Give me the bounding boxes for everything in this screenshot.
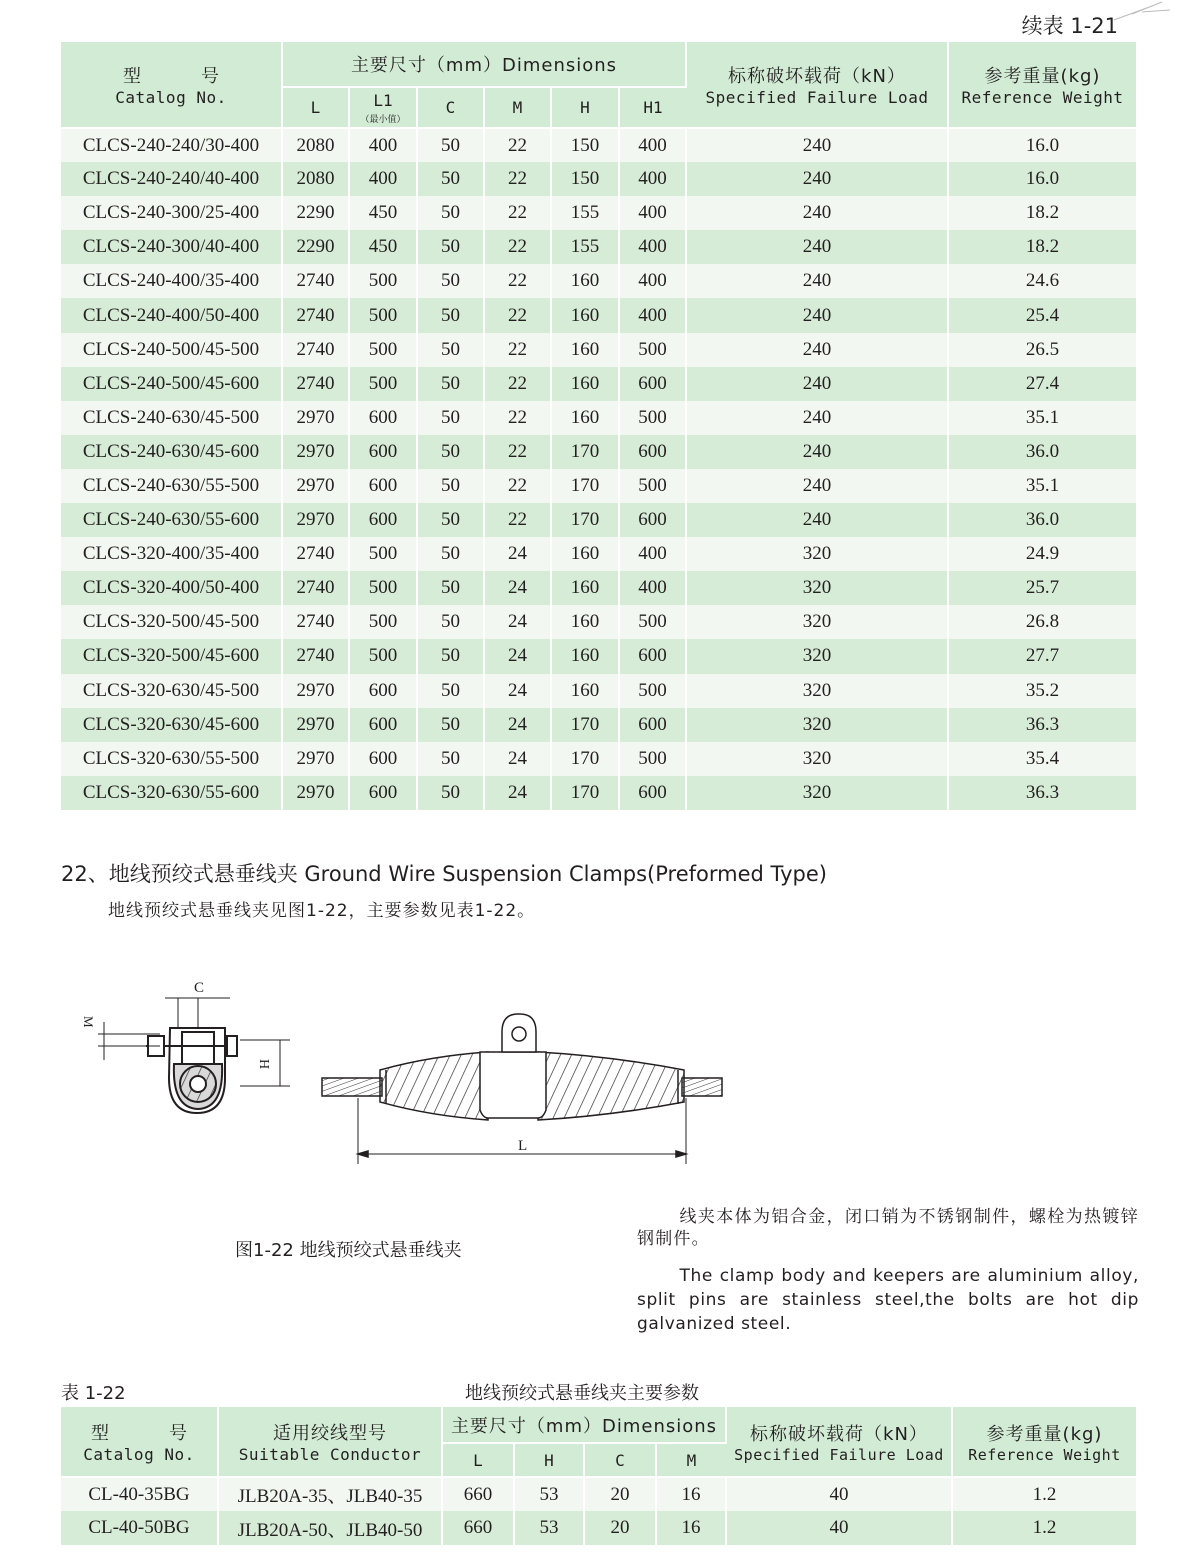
table-cell: 320: [686, 537, 948, 571]
header-catalog: [61, 42, 282, 128]
table-cell: 500: [619, 333, 686, 367]
table-cell: 27.4: [948, 367, 1136, 401]
table-cell: 160: [551, 367, 619, 401]
table-cell: 320: [686, 571, 948, 605]
header-catalog-en: Catalog No.: [83, 1445, 195, 1464]
table-cell: 25.7: [948, 571, 1136, 605]
table-cell: 160: [551, 401, 619, 435]
header-dim-l1: L1 （最小值）: [349, 87, 417, 128]
table-row: [61, 469, 1136, 503]
table-cell: 22: [484, 298, 551, 332]
table-row: [61, 230, 1136, 264]
table-cell: 35.1: [948, 401, 1136, 435]
table-cell: 50: [417, 298, 484, 332]
table-cell: 2970: [282, 401, 349, 435]
table-cell: CLCS-240-300/25-400: [61, 196, 282, 230]
table-cell: 400: [619, 162, 686, 196]
header-failure-load: [686, 42, 948, 128]
table-cell: 600: [349, 776, 417, 810]
table-cell: 320: [686, 708, 948, 742]
table-cell: 240: [686, 264, 948, 298]
table-cell: 16.0: [948, 128, 1136, 162]
table-cell: 50: [417, 264, 484, 298]
table-cell: 50: [417, 503, 484, 537]
header-catalog-en: Catalog No.: [115, 88, 227, 107]
table-cell: 24: [484, 776, 551, 810]
table-cell: 170: [551, 742, 619, 776]
table-cell: 22: [484, 196, 551, 230]
table-cell: 500: [619, 469, 686, 503]
description-en: The clamp body and keepers are aluminium alloy, split pins are stainless steel,the bolts are hot dip galvanized steel.: [637, 1266, 1139, 1334]
table-cell: 400: [349, 162, 417, 196]
table-cell: CLCS-240-630/45-600: [61, 435, 282, 469]
table-cell: 24: [484, 742, 551, 776]
table-cell: CLCS-240-630/45-500: [61, 401, 282, 435]
table-row: [61, 264, 1136, 298]
table-cell: 36.3: [948, 776, 1136, 810]
table-cell: 2290: [282, 196, 349, 230]
table-cell: 500: [349, 571, 417, 605]
table-cell: 600: [619, 708, 686, 742]
table-cell: 24: [484, 605, 551, 639]
clamp-drawing: [70, 970, 750, 1170]
table-cell: CLCS-320-630/55-600: [61, 776, 282, 810]
table-cell: 320: [686, 776, 948, 810]
table-cell: 600: [349, 435, 417, 469]
table-cell: CLCS-240-400/35-400: [61, 264, 282, 298]
table-cell: 600: [619, 367, 686, 401]
table-cell: 35.4: [948, 742, 1136, 776]
table-cell: CL-40-50BG: [61, 1511, 218, 1545]
table-cell: 160: [551, 605, 619, 639]
table-cell: 1.2: [952, 1477, 1136, 1511]
header-dim-c: C: [417, 87, 484, 128]
continued-table-label: 续表 1-21: [1021, 14, 1118, 38]
dim-m-label: M: [81, 1016, 96, 1028]
header-weight-cn: 参考重量(kg): [986, 1423, 1103, 1445]
table-cell: 2740: [282, 639, 349, 673]
table-cell: 160: [551, 674, 619, 708]
table-cell: 16: [656, 1477, 726, 1511]
table-cell: 2970: [282, 742, 349, 776]
table-cell: CL-40-35BG: [61, 1477, 218, 1511]
table-cell: 500: [619, 605, 686, 639]
table-row: [61, 401, 1136, 435]
table-cell: 400: [619, 264, 686, 298]
table-cell: 50: [417, 605, 484, 639]
table-cell: 36.3: [948, 708, 1136, 742]
table-cell: 2740: [282, 333, 349, 367]
table-cell: 22: [484, 230, 551, 264]
table-cell: 500: [349, 333, 417, 367]
table-row: [61, 1511, 1136, 1545]
table-row: [61, 503, 1136, 537]
table-cell: 24: [484, 708, 551, 742]
table-cell: 160: [551, 333, 619, 367]
table-cell: 24: [484, 537, 551, 571]
table-cell: 24.6: [948, 264, 1136, 298]
corner-decoration-icon: [1112, 0, 1172, 24]
table-cell: 150: [551, 128, 619, 162]
table-row: [61, 367, 1136, 401]
table-cell: 27.7: [948, 639, 1136, 673]
table-cell: CLCS-240-630/55-600: [61, 503, 282, 537]
table-cell: CLCS-320-630/45-500: [61, 674, 282, 708]
table-cell: 25.4: [948, 298, 1136, 332]
table-cell: CLCS-320-400/35-400: [61, 537, 282, 571]
dim-l-label: L: [518, 1138, 528, 1154]
table-cell: 170: [551, 503, 619, 537]
table-cell: 20: [584, 1477, 656, 1511]
table-cell: 50: [417, 230, 484, 264]
table-cell: 50: [417, 435, 484, 469]
header-dim-h: H: [514, 1443, 584, 1477]
table-cell: 2970: [282, 776, 349, 810]
header-load-cn: 标称破坏载荷（kN）: [728, 66, 906, 87]
header-load-en: Specified Failure Load: [734, 1445, 944, 1464]
table-cell: CLCS-240-630/55-500: [61, 469, 282, 503]
table-cell: 50: [417, 742, 484, 776]
table-cell: CLCS-320-500/45-500: [61, 605, 282, 639]
table-cell: 26.8: [948, 605, 1136, 639]
table-cell: JLB20A-35、JLB40-35: [218, 1477, 442, 1511]
table-cell: 500: [619, 674, 686, 708]
table-cell: 400: [619, 230, 686, 264]
table-cell: 2740: [282, 537, 349, 571]
table-cell: 600: [349, 708, 417, 742]
table-cell: 240: [686, 298, 948, 332]
table-cell: 22: [484, 367, 551, 401]
table-cell: 50: [417, 333, 484, 367]
table-cell: 600: [619, 776, 686, 810]
table-cell: 400: [619, 196, 686, 230]
table-1-22-label: 表 1-22: [61, 1383, 126, 1404]
table-cell: 240: [686, 367, 948, 401]
table-cell: 240: [686, 128, 948, 162]
table-cell: 2740: [282, 298, 349, 332]
table-cell: 36.0: [948, 503, 1136, 537]
table-cell: 240: [686, 196, 948, 230]
table-cell: 240: [686, 469, 948, 503]
table-cell: 400: [619, 537, 686, 571]
table-cell: 16.0: [948, 162, 1136, 196]
table-cell: 2740: [282, 264, 349, 298]
table-cell: 50: [417, 776, 484, 810]
header-dim-h1: H1: [619, 87, 686, 128]
header-l1-note: （最小值）: [360, 114, 406, 125]
table-cell: CLCS-320-630/55-500: [61, 742, 282, 776]
table-cell: 50: [417, 537, 484, 571]
table-cell: 500: [349, 605, 417, 639]
table-cell: 600: [349, 503, 417, 537]
table-cell: 40: [726, 1477, 952, 1511]
table-cell: 50: [417, 401, 484, 435]
header-catalog-cn: 型号: [123, 66, 279, 87]
table-cell: 240: [686, 435, 948, 469]
table-cell: 50: [417, 708, 484, 742]
table-cell: 22: [484, 503, 551, 537]
table-cell: 320: [686, 605, 948, 639]
table-cell: 500: [349, 639, 417, 673]
table-cell: 240: [686, 503, 948, 537]
table-cell: 22: [484, 162, 551, 196]
table-cell: 500: [349, 264, 417, 298]
table-cell: 24.9: [948, 537, 1136, 571]
table-cell: 22: [484, 435, 551, 469]
table-cell: CLCS-320-500/45-600: [61, 639, 282, 673]
table-cell: 26.5: [948, 333, 1136, 367]
table-cell: 36.0: [948, 435, 1136, 469]
table-cell: 600: [619, 435, 686, 469]
header-dimensions: 主要尺寸（mm）Dimensions: [442, 1407, 726, 1443]
table-cell: 2080: [282, 128, 349, 162]
table-cell: 2970: [282, 435, 349, 469]
table-cell: 500: [349, 298, 417, 332]
table-cell: 170: [551, 435, 619, 469]
table-cell: 600: [349, 401, 417, 435]
table-cell: 2970: [282, 674, 349, 708]
table-cell: 450: [349, 230, 417, 264]
table-cell: 240: [686, 401, 948, 435]
table-cell: CLCS-240-500/45-500: [61, 333, 282, 367]
table-cell: 170: [551, 776, 619, 810]
table-cell: 500: [349, 537, 417, 571]
section-title: 22、地线预绞式悬垂线夹 Ground Wire Suspension Clamps(Preformed Type): [61, 862, 827, 886]
table-row: [61, 333, 1136, 367]
table-cell: 2970: [282, 469, 349, 503]
table-cell: 50: [417, 128, 484, 162]
table-cell: 160: [551, 298, 619, 332]
table-cell: CLCS-320-400/50-400: [61, 571, 282, 605]
table-cell: 22: [484, 469, 551, 503]
table-cell: 600: [619, 503, 686, 537]
table-cell: 35.2: [948, 674, 1136, 708]
table-cell: 600: [349, 674, 417, 708]
header-weight-cn: 参考重量(kg): [984, 66, 1101, 87]
dim-c-label: C: [194, 980, 205, 996]
header-weight-en: Reference Weight: [968, 1445, 1121, 1464]
table-cell: CLCS-240-300/40-400: [61, 230, 282, 264]
header-conductor: [218, 1407, 442, 1477]
table-cell: CLCS-240-240/30-400: [61, 128, 282, 162]
table-cell: 320: [686, 742, 948, 776]
figure-caption: 图1-22 地线预绞式悬垂线夹: [235, 1240, 462, 1261]
table-cell: 600: [619, 639, 686, 673]
table-cell: CLCS-240-400/50-400: [61, 298, 282, 332]
table-row: [61, 639, 1136, 673]
table-cell: 160: [551, 571, 619, 605]
table-cell: CLCS-240-500/45-600: [61, 367, 282, 401]
table-cell: 160: [551, 537, 619, 571]
table-cell: 35.1: [948, 469, 1136, 503]
table-cell: 155: [551, 196, 619, 230]
table-cell: CLCS-320-630/45-600: [61, 708, 282, 742]
table-cell: 660: [442, 1477, 514, 1511]
header-load-en: Specified Failure Load: [705, 88, 929, 107]
table-cell: 150: [551, 162, 619, 196]
header-reference-weight: [948, 42, 1136, 128]
header-conductor-cn: 适用绞线型号: [273, 1423, 387, 1444]
table-cell: 2970: [282, 708, 349, 742]
table-row: [61, 571, 1136, 605]
table-cell: 24: [484, 639, 551, 673]
table-cell: 170: [551, 708, 619, 742]
table-cell: 1.2: [952, 1511, 1136, 1545]
table-cell: 50: [417, 196, 484, 230]
table-cell: 2740: [282, 571, 349, 605]
table-cell: 2290: [282, 230, 349, 264]
header-reference-weight: [952, 1407, 1136, 1477]
table-cell: 22: [484, 128, 551, 162]
table-row: [61, 298, 1136, 332]
table-cell: 170: [551, 469, 619, 503]
table-cell: 500: [349, 367, 417, 401]
table-cell: 53: [514, 1477, 584, 1511]
table-cell: 320: [686, 639, 948, 673]
header-dim-h: H: [551, 87, 619, 128]
table-1-21: [61, 42, 1136, 810]
table-cell: 18.2: [948, 196, 1136, 230]
header-failure-load: [726, 1407, 952, 1477]
table-row: [61, 128, 1136, 162]
header-weight-en: Reference Weight: [961, 88, 1124, 107]
header-load-cn: 标称破坏载荷（kN）: [750, 1423, 928, 1445]
table-cell: 240: [686, 230, 948, 264]
header-dim-l: L: [282, 87, 349, 128]
table-cell: 500: [619, 742, 686, 776]
side-view: [98, 998, 290, 1113]
table-cell: 2740: [282, 605, 349, 639]
table-row: [61, 674, 1136, 708]
table-row: [61, 605, 1136, 639]
table-row: [61, 776, 1136, 810]
table-cell: 240: [686, 162, 948, 196]
table-cell: 50: [417, 571, 484, 605]
table-cell: 660: [442, 1511, 514, 1545]
table-cell: 400: [349, 128, 417, 162]
table-cell: 18.2: [948, 230, 1136, 264]
table-cell: 50: [417, 674, 484, 708]
table-cell: 320: [686, 674, 948, 708]
table-cell: 160: [551, 264, 619, 298]
table-cell: 40: [726, 1511, 952, 1545]
table-cell: 160: [551, 639, 619, 673]
table-cell: 20: [584, 1511, 656, 1545]
table-row: [61, 742, 1136, 776]
table-1-22: [61, 1407, 1136, 1545]
table-cell: 400: [619, 571, 686, 605]
table-cell: 50: [417, 162, 484, 196]
table-cell: 50: [417, 469, 484, 503]
table-cell: 22: [484, 401, 551, 435]
table-cell: 24: [484, 571, 551, 605]
table-1-22-title: 地线预绞式悬垂线夹主要参数: [465, 1383, 699, 1404]
table-cell: 50: [417, 367, 484, 401]
header-dim-m: M: [656, 1443, 726, 1477]
table-cell: 155: [551, 230, 619, 264]
dim-h-label: H: [256, 1059, 271, 1070]
header-catalog: [61, 1407, 247, 1477]
table-cell: 22: [484, 264, 551, 298]
table-row: [61, 196, 1136, 230]
table-cell: JLB20A-50、JLB40-50: [218, 1511, 442, 1545]
table-cell: 400: [619, 128, 686, 162]
table-cell: 600: [349, 469, 417, 503]
header-dimensions: 主要尺寸（mm）Dimensions: [282, 42, 686, 87]
table-cell: 2740: [282, 367, 349, 401]
header-catalog-cn: 型号: [91, 1423, 247, 1444]
table-cell: 53: [514, 1511, 584, 1545]
header-dim-m: M: [484, 87, 551, 128]
table-row: [61, 435, 1136, 469]
table-cell: 500: [619, 401, 686, 435]
table-cell: 400: [619, 298, 686, 332]
header-dim-c: C: [584, 1443, 656, 1477]
table-row: [61, 708, 1136, 742]
table-cell: 240: [686, 333, 948, 367]
description-cn: 线夹本体为铝合金，闭口销为不锈钢制件，螺栓为热镀锌钢制件。: [637, 1207, 1139, 1249]
table-cell: 16: [656, 1511, 726, 1545]
table-row: [61, 162, 1136, 196]
table-row: [61, 537, 1136, 571]
section-subtitle: 地线预绞式悬垂线夹见图1-22，主要参数见表1-22。: [108, 901, 536, 921]
header-conductor-en: Suitable Conductor: [238, 1445, 422, 1464]
table-cell: 600: [349, 742, 417, 776]
table-row: [61, 1477, 1136, 1511]
table-cell: 2080: [282, 162, 349, 196]
table-cell: CLCS-240-240/40-400: [61, 162, 282, 196]
table-cell: 2970: [282, 503, 349, 537]
table-cell: 22: [484, 333, 551, 367]
header-dim-l: L: [442, 1443, 514, 1477]
table-cell: 450: [349, 196, 417, 230]
table-cell: 24: [484, 674, 551, 708]
table-cell: 50: [417, 639, 484, 673]
